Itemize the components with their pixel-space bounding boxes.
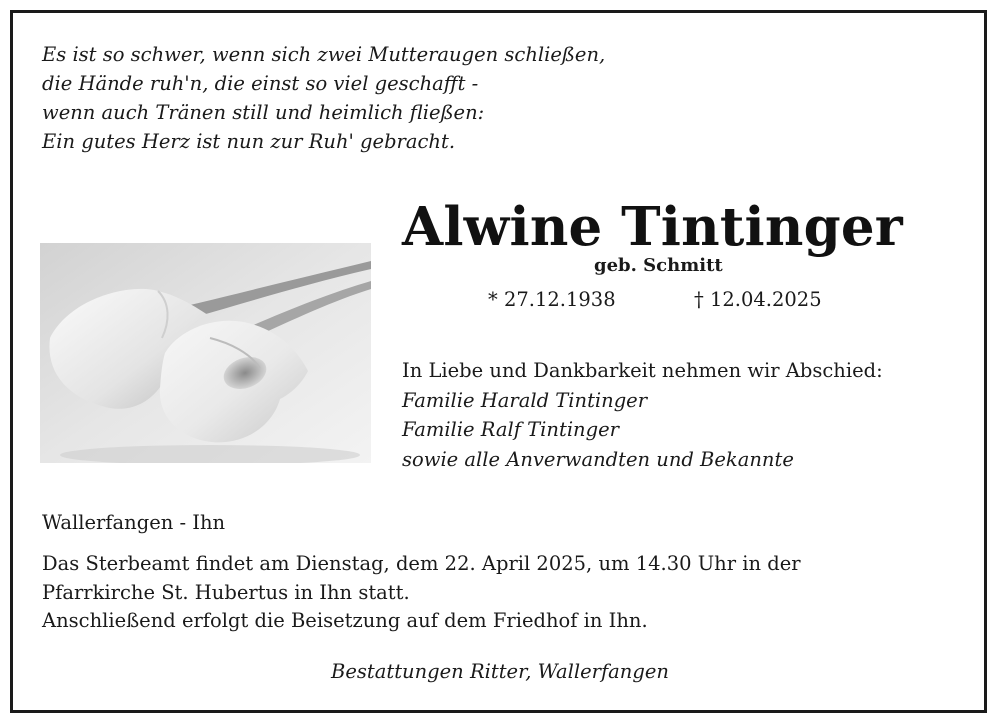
place: Wallerfangen - Ihn xyxy=(42,511,226,534)
poem-line: Es ist so schwer, wenn sich zwei Mutteraugen schließen, xyxy=(42,43,606,66)
poem-line: die Hände ruh'n, die einst so viel geschafft - xyxy=(42,72,479,95)
poem xyxy=(42,40,605,156)
calla-lilies-photo xyxy=(40,243,371,463)
calla-lilies-icon xyxy=(40,243,371,463)
mourner-line: sowie alle Anverwandten und Bekannte xyxy=(402,447,794,471)
deceased-name: Alwine Tintinger xyxy=(402,196,903,258)
mourners-block xyxy=(402,356,883,474)
death-date: † 12.04.2025 xyxy=(694,288,822,311)
mourner-line: Familie Ralf Tintinger xyxy=(402,418,619,441)
mourner-line: Familie Harald Tintinger xyxy=(402,388,648,412)
undertaker: Bestattungen Ritter, Wallerfangen xyxy=(331,660,669,683)
mourners-intro: In Liebe und Dankbarkeit nehmen wir Abschied: xyxy=(402,359,883,382)
birth-date: * 27.12.1938 xyxy=(488,288,616,311)
poem-line: Ein gutes Herz ist nun zur Ruh' gebracht. xyxy=(42,130,456,153)
poem-line: wenn auch Tränen still und heimlich fließen: xyxy=(42,101,485,124)
service-info xyxy=(42,550,801,636)
service-line: Pfarrkirche St. Hubertus in Ihn statt. xyxy=(42,580,410,604)
service-line: Anschließend erfolgt die Beisetzung auf dem Friedhof in Ihn. xyxy=(42,609,648,632)
maiden-name: geb. Schmitt xyxy=(594,255,723,276)
service-line: Das Sterbeamt findet am Dienstag, dem 22. April 2025, um 14.30 Uhr in der xyxy=(42,552,801,575)
